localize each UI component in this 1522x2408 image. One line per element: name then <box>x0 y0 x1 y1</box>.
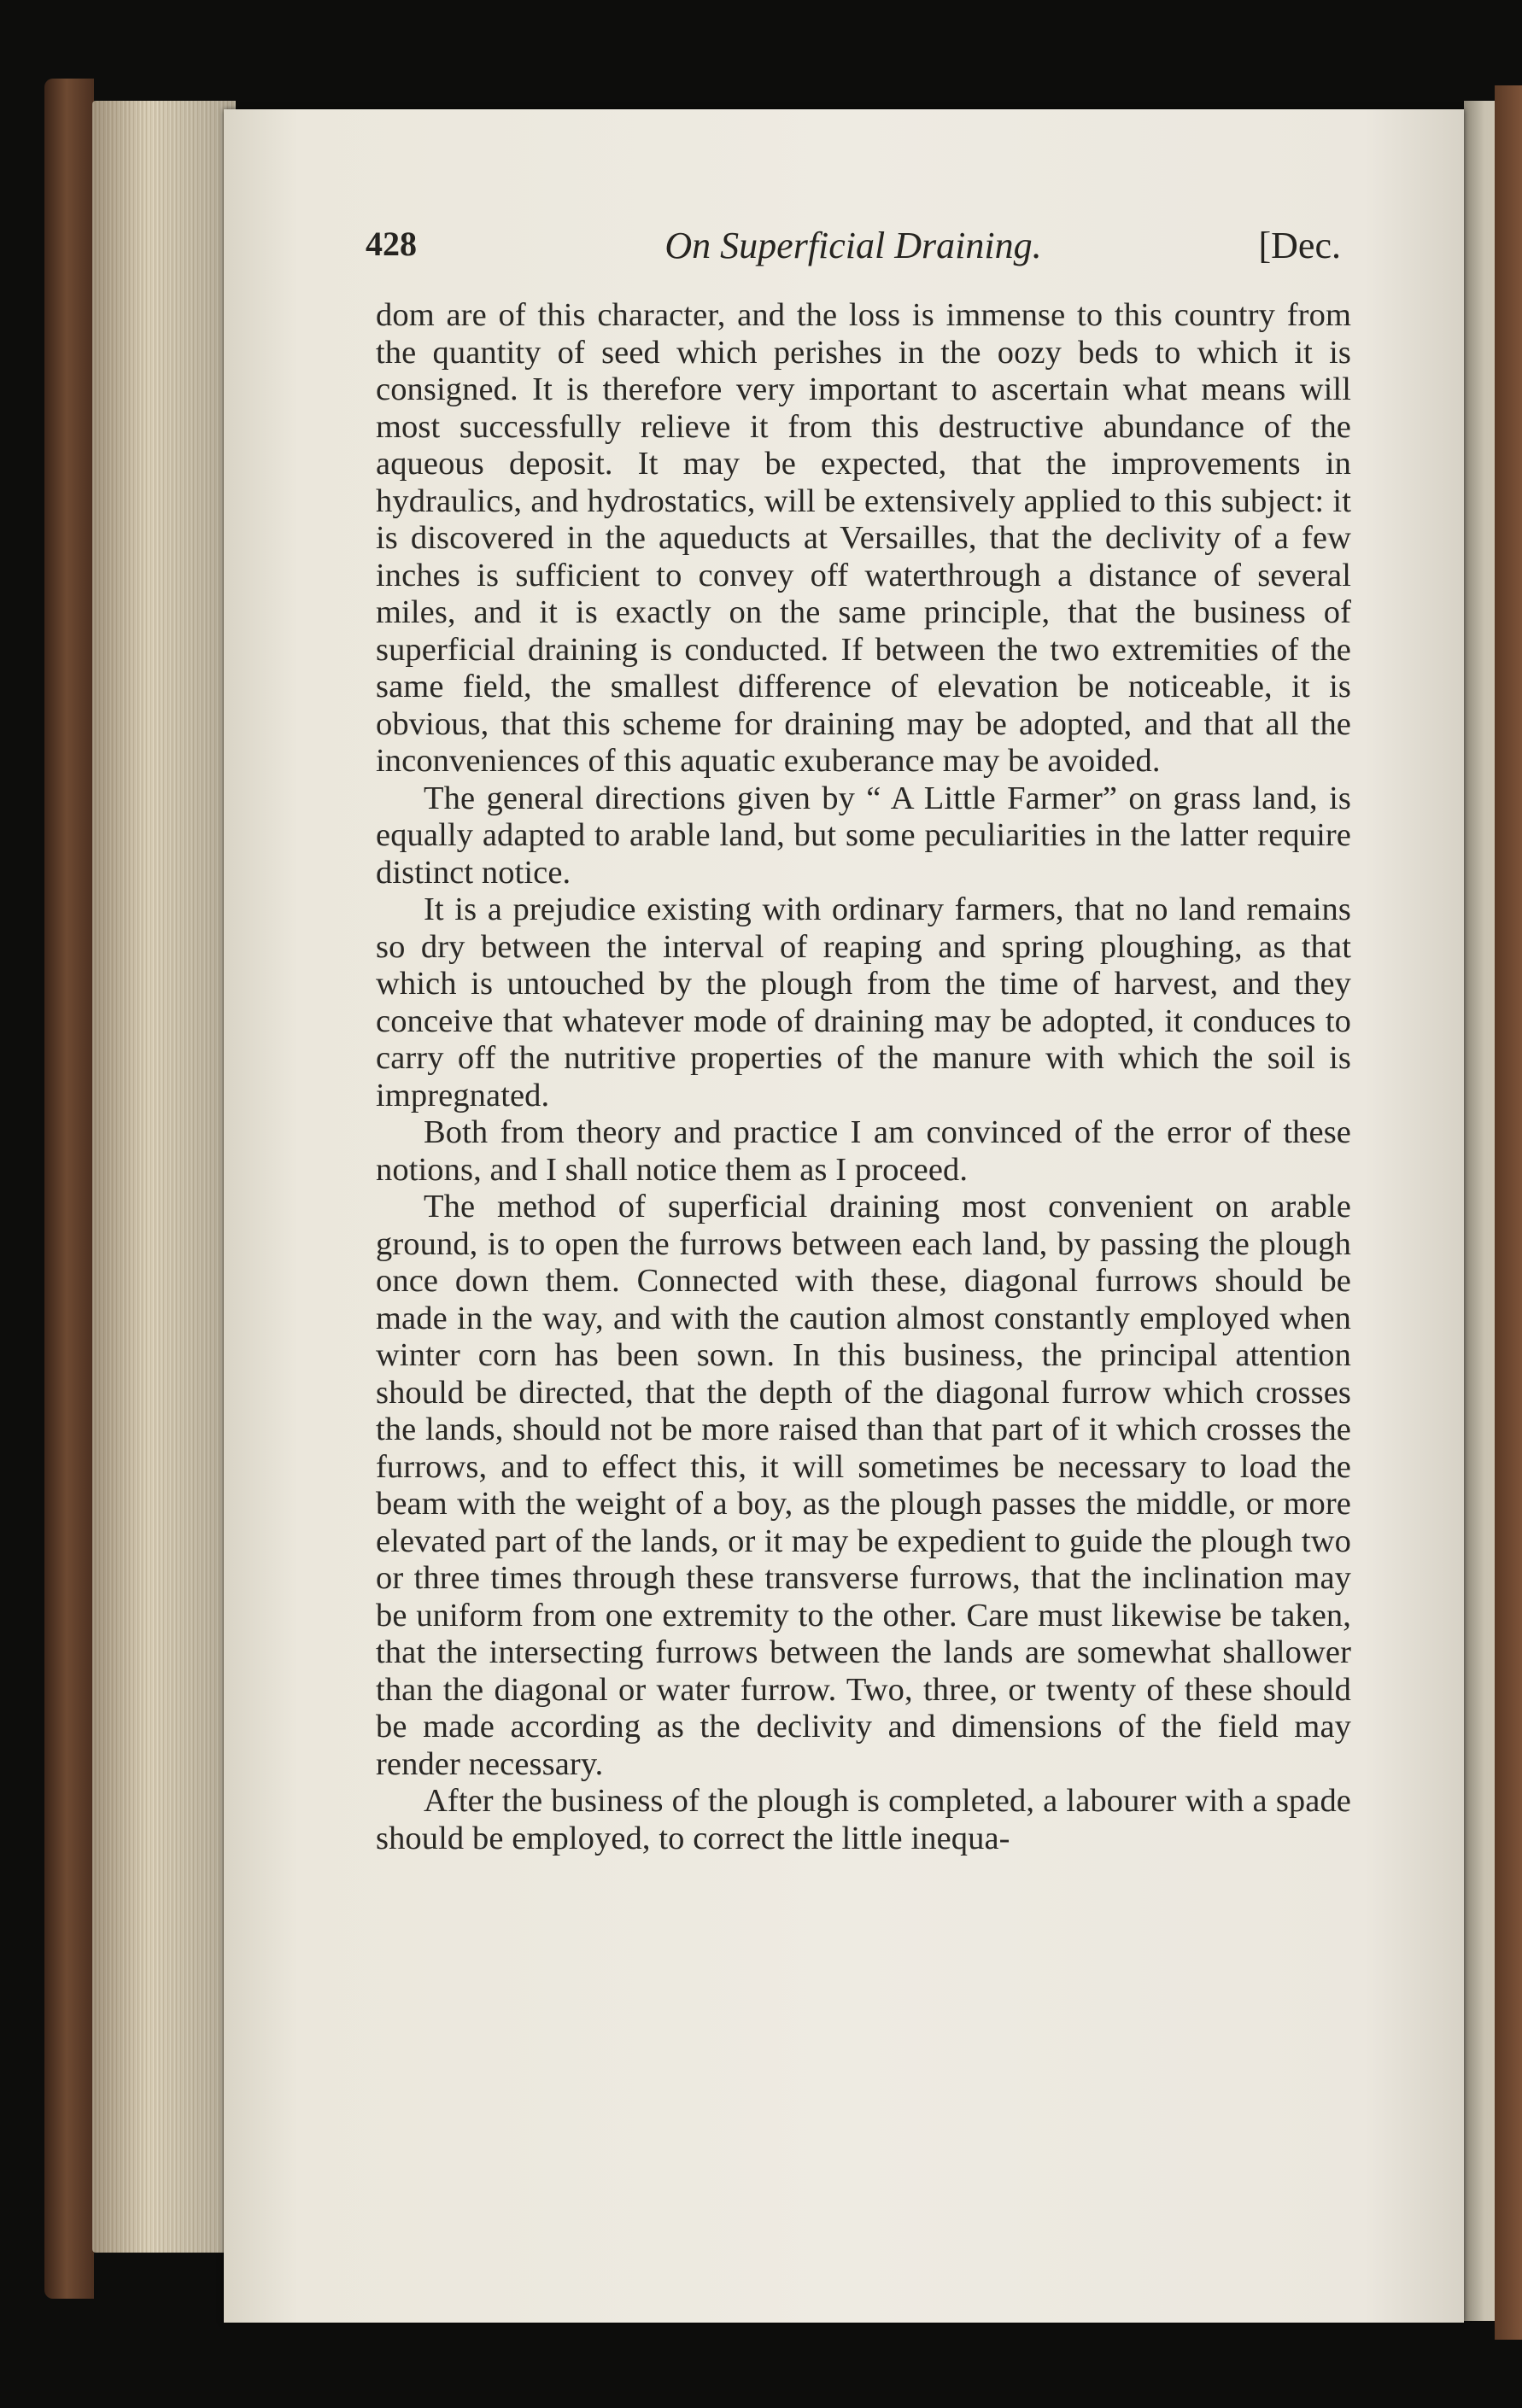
article-body <box>376 297 1351 1857</box>
page-number: 428 <box>366 225 417 263</box>
running-month: [Dec. <box>1258 225 1341 266</box>
paragraph: The method of superficial draining most convenient on arable ground, is to open the furrows between each land, by passing the plough once down them. Connected with these, diagonal furrows should be made in the way, and with the caution almost constantly employed when winter corn has been sown. In this business, the principal attention should be directed, that the depth of the diagonal furrow which crosses the lands, should not be more raised than that part of it which crosses the furrows, and to effect this, it will sometimes be necessary to load the beam with the weight of a boy, as the plough passes the middle, or more elevated part of the lands, or it may be expedient to guide the plough two or three times through these transverse furrows, that the inclination may be uniform from one extremity to the other. Care must likewise be taken, that the intersecting furrows between the lands are somewhat shallower than the diagonal or water furrow. Two, three, or twenty of these should be made according as the declivity and dimensions of the field may render necessary. <box>376 1189 1351 1782</box>
paragraph: After the business of the plough is completed, a labourer with a spade should be employed, to correct the little inequa- <box>376 1783 1351 1856</box>
book-cover-edge-right <box>1495 85 1522 2340</box>
paragraph: Both from theory and practice I am convinced of the error of these notions, and I shall notice them as I proceed. <box>376 1114 1351 1188</box>
running-title: On Superficial Draining. <box>664 225 1042 266</box>
book-cover-edge <box>44 79 94 2299</box>
running-header <box>366 224 1341 280</box>
paragraph: It is a prejudice existing with ordinary farmers, that no land remains so dry between the interval of reaping and spring ploughing, as that which is untouched by the plough from the time of harvest, and they conceive that whatever mode of draining may be adopted, it conduces to carry off the nutritive properties of the manure with which the soil is impregnated. <box>376 891 1351 1113</box>
paragraph: The general directions given by “ A Little Farmer” on grass land, is equally adapted to arable land, but some peculiarities in the latter require distinct notice. <box>376 780 1351 891</box>
paragraph: dom are of this character, and the loss is immense to this country from the quantity of seed which perishes in the oozy beds to which it is consigned. It is therefore very important to ascertain what means will most successfully relieve it from this destructive abundance of the aqueous deposit. It may be expected, that the improvements in hydraulics, and hydrostatics, will be extensively applied to this subject: it is discovered in the aqueducts at Versailles, that the declivity of a few inches is sufficient to convey off waterthrough a distance of several miles, and it is exactly on the same principle, that the business of superficial draining is conducted. If between the two extremities of the same field, the smallest difference of elevation be noticeable, it is obvious, that this scheme for draining may be adopted, and that all the inconveniences of this aquatic exuberance may be avoided. <box>376 297 1351 779</box>
